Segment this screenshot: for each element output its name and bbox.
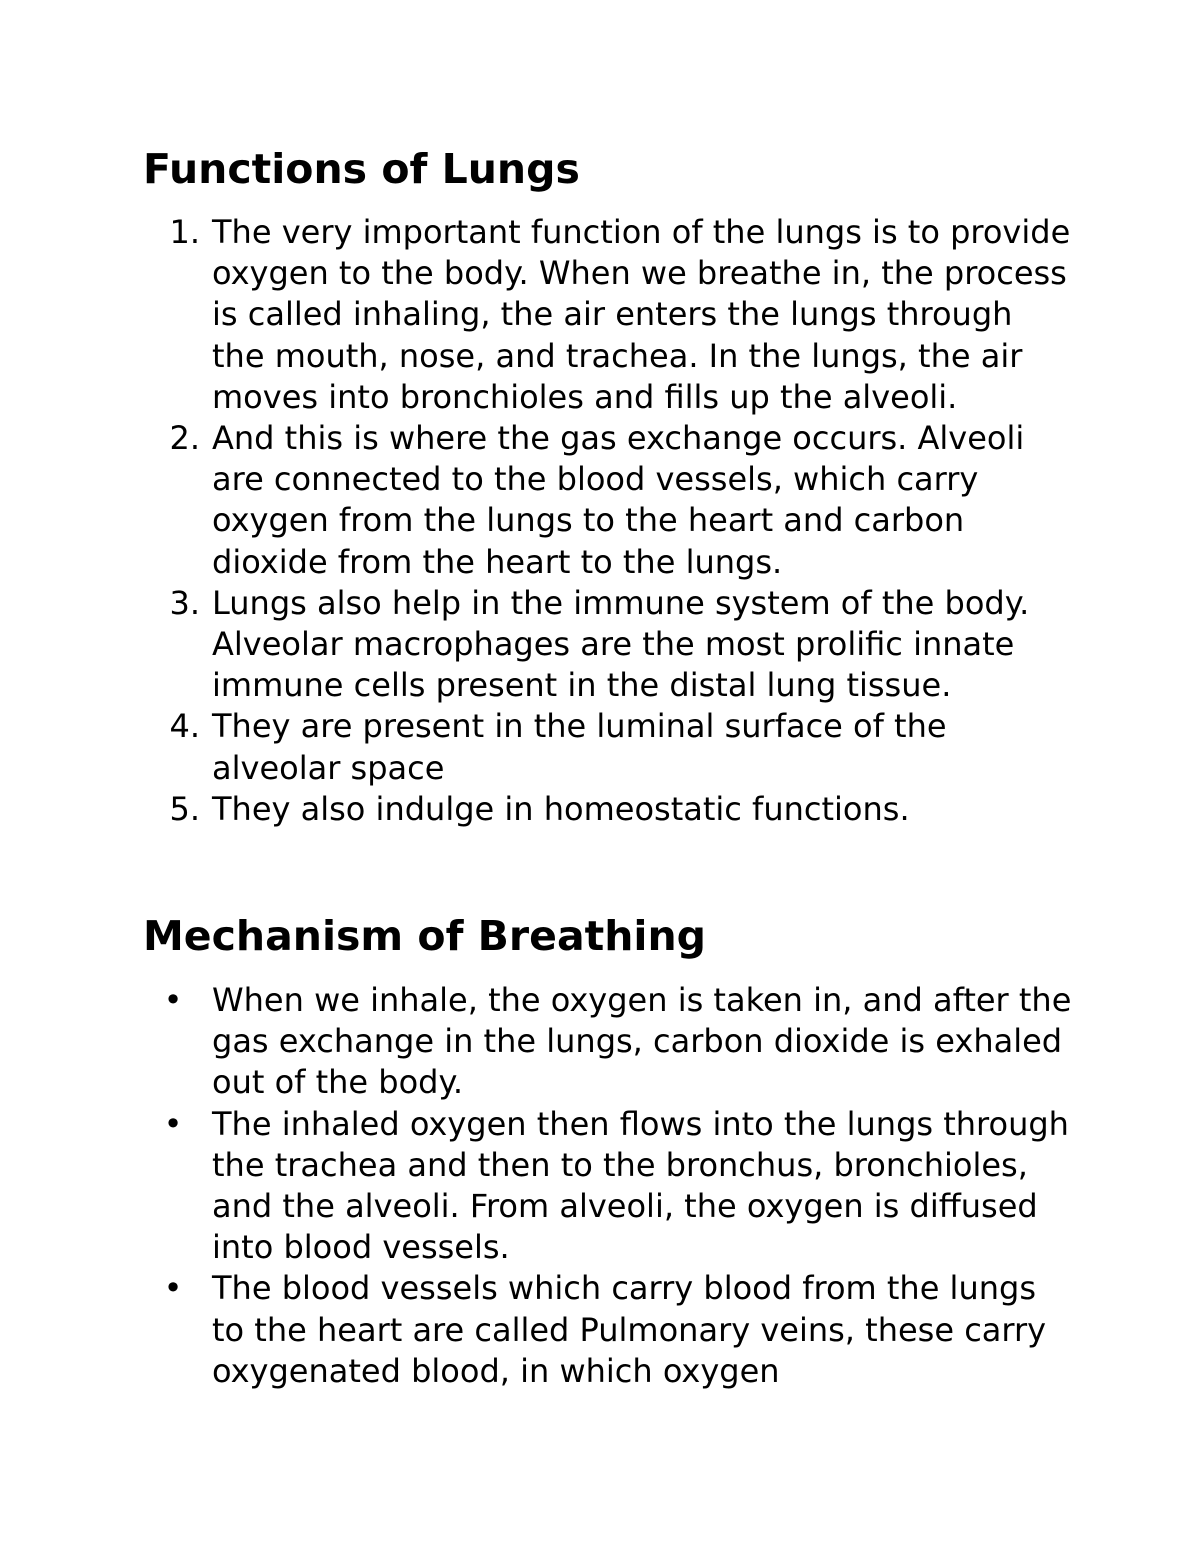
list-number: 3. (169, 583, 200, 622)
functions-numbered-list (143, 212, 1073, 830)
list-item (143, 706, 1073, 788)
list-item (143, 1268, 1073, 1392)
bullet-icon: • (163, 1269, 183, 1308)
section-heading-mechanism-of-breathing: Mechanism of Breathing (143, 912, 707, 960)
list-item (143, 212, 1073, 418)
bullet-icon: • (163, 1104, 183, 1143)
list-item-text: Lungs also help in the immune system of the body. Alveolar macrophages are the most prolific innate immune cells present in the distal lung tissue. (212, 583, 1030, 705)
list-item (143, 583, 1073, 707)
list-item-text: The blood vessels which carry blood from the lungs to the heart are called Pulmonary veins, these carry oxygenated blood, in which oxygen (212, 1269, 1047, 1390)
list-item-text: And this is where the gas exchange occurs. Alveoli are connected to the blood vessels, which carry oxygen from the lungs to the heart and carbon dioxide from the heart to the lungs. (212, 419, 1025, 581)
list-number: 1. (169, 213, 200, 251)
section-heading-functions-of-lungs: Functions of Lungs (143, 145, 580, 193)
list-number: 2. (169, 419, 200, 458)
bullet-icon: • (163, 981, 183, 1019)
list-item (143, 980, 1073, 1104)
list-number: 5. (169, 789, 200, 828)
list-item-text: The very important function of the lungs is to provide oxygen to the body. When we breathe in, the process is called inhaling, the air enters the lungs through the mouth, nose, and trachea. In the lungs, the air moves into bronchioles and fills up the alveoli. (212, 213, 1071, 416)
list-item-text: They are present in the luminal surface of the alveolar space (212, 707, 947, 787)
list-item-text: The inhaled oxygen then flows into the lungs through the trachea and then to the bronchus, bronchioles, and the alveoli. From alveoli, the oxygen is diffused into blood vessels. (212, 1104, 1069, 1267)
list-item-text: They also indulge in homeostatic functions. (212, 789, 910, 828)
mechanism-bulleted-list (143, 980, 1073, 1392)
list-number: 4. (169, 707, 200, 746)
list-item (143, 789, 1073, 830)
list-item (143, 1104, 1073, 1269)
list-item-text: When we inhale, the oxygen is taken in, and after the gas exchange in the lungs, carbon dioxide is exhaled out of the body. (212, 981, 1072, 1102)
list-item (143, 418, 1073, 583)
